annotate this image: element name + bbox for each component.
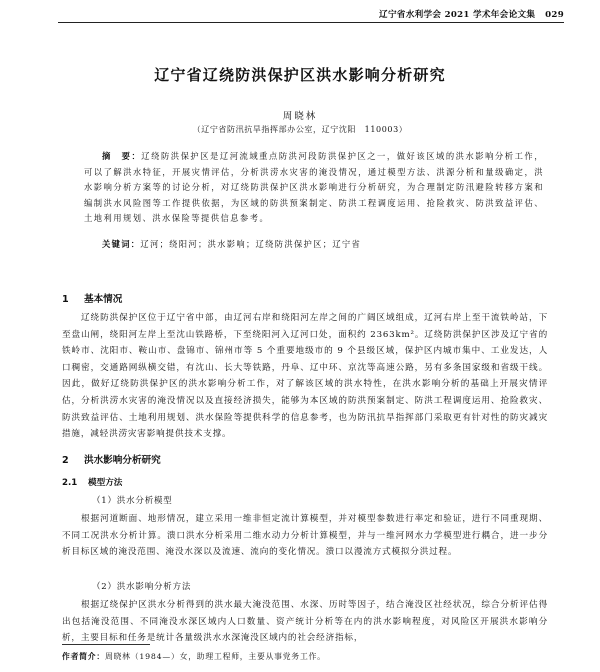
item-2-paragraph: 根据辽绕保护区洪水分析得到的洪水最大淹没范围、水深、历时等因子，结合淹没区社经状况，综合分析评估得出包括淹没范围、不同淹没水深区域内人口数量、资产统计分析等在内的洪水影响程度，对风险区开展洪水影响分析，主要目标和任务是统计各量级洪水水深淹没区域内的社会经济指标， [62, 600, 548, 644]
author-affiliation: （辽宁省防汛抗旱指挥部办公室，辽宁沈阳 110003） [192, 125, 408, 134]
subsection-2-1-heading [62, 476, 122, 488]
header-rule [58, 22, 564, 23]
running-title: 辽宁省水利学会 2021 学术年会论文集 [379, 10, 536, 20]
item-1-paragraph: 根据河道断面、地形情况，建立采用一维非恒定流计算模型，并对模型参数进行率定和验证，进行不同重现期、不同工况洪水分析计算。溃口洪水分析采用二维水动力分析计算模型，并与一维河网水力学模型进行耦合，进一步分析目标区域的淹没范围、淹没水深以及流速、流向的变化情况。溃口以漫流方式模拟分洪过程。 [62, 514, 548, 558]
abstract-label: 摘 要： [102, 151, 142, 161]
subsection-2-1-number: 2.1 [62, 478, 78, 488]
footnote-rule [62, 644, 150, 645]
keywords [84, 238, 544, 250]
article-title: 辽宁省辽绕防洪保护区洪水影响分析研究 [154, 66, 446, 84]
abstract-text: 辽绕防洪保护区是辽河流域重点防洪河段防洪保护区之一，做好该区域的洪水影响分析工作，可以了解洪水特征，开展灾情评估，分析洪涝水灾害的淹没情况，通过模型方法、洪源分析和量级确定，洪水影响分析方案等的讨论分析，对辽绕防洪保护区洪水影响进行分析研究，为合理制定防汛避险转移方案和编制洪水风险图等工作提供依据，为区域的防洪预案制定、防洪工程调度运用、抢险救灾、防洪致益评估、土地利用规划、洪水保险等提供信息参考。 [84, 151, 544, 224]
item-2-label: （2）洪水影响分析方法 [92, 582, 192, 592]
subsection-2-1-title: 模型方法 [88, 478, 123, 488]
keywords-label: 关键词： [102, 239, 141, 249]
section-1-number: 1 [62, 294, 69, 305]
page-number: 029 [545, 10, 564, 20]
running-header [379, 8, 564, 20]
item-1-label: （1）洪水分析模型 [92, 496, 173, 506]
section-1-title: 基本情况 [84, 294, 123, 305]
footnote-text: 周晓林（1984—）女，助理工程师，主要从事党务工作。 [104, 652, 326, 661]
section-2-number: 2 [62, 455, 69, 466]
section-1-paragraph: 辽绕防洪保护区位于辽宁省中部，由辽河右岸和绕阳河左岸之间的广阔区域组成，辽河右岸上至干流铁岭站，下至盘山闸，绕阳河左岸上至沈山铁路桥，下至绕阳河入辽河口处，面积约 2363km²。辽绕防洪保护区涉及辽宁省的铁岭市、沈阳市、鞍山市、盘锦市、锦州市等 5 个重要地级市的 9 个县级区域，保护区内城市集中、工业发达，人口稠密，交通路网纵横交错，有沈山、长大等铁路，丹阜、辽中环、京沈等高速公路，另有多条国家级和省级干线。因此，做好辽绕防洪保护区的洪水影响分析工作，对了解该区域的洪水特性，在洪水影响分析的基础上开展灾情评估，分析洪涝水灾害的淹没情况以及直接经济损失，能够为本区域的防洪预案制定、防洪工程调度运用、抢险救灾、防洪致益评估、土地利用规划、洪水保险等提供科学的信息参考，也为防汛抗旱指挥部门采取更有针对性的防灾减灾措施，减轻洪涝灾害影响提供技术支撑。 [62, 313, 548, 440]
footnote-label: 作者简介： [62, 652, 105, 661]
author-name: 周晓林 [282, 111, 318, 122]
footnote [62, 651, 326, 662]
section-2-heading [62, 452, 161, 466]
section-2-title: 洪水影响分析研究 [84, 455, 161, 466]
keywords-text: 辽河；绕阳河；洪水影响；辽绕防洪保护区；辽宁省 [140, 239, 362, 249]
abstract [84, 149, 544, 227]
section-1-heading [62, 291, 122, 305]
